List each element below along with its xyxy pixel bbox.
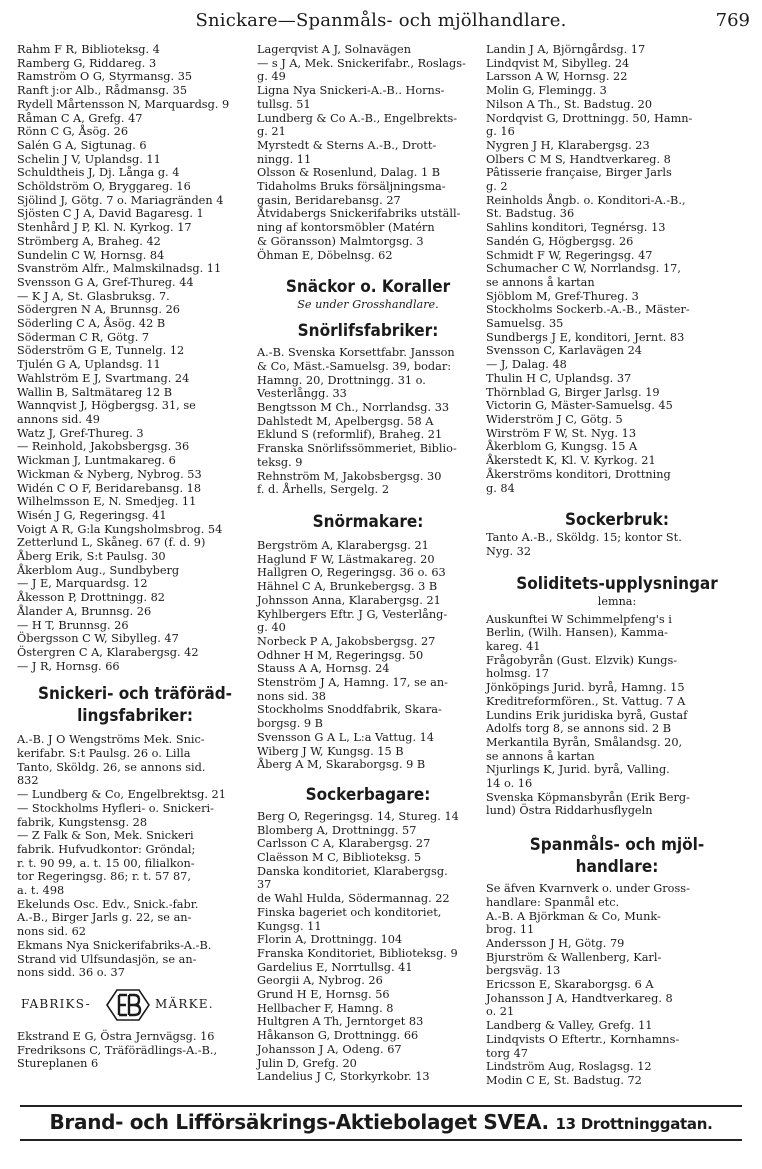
page-number: 769 — [715, 10, 750, 31]
directory-entry-line: kareg. 41 — [486, 640, 541, 654]
directory-entry-line: Schöldström O, Bryggareg. 16 — [17, 180, 191, 194]
directory-entry-line: — Stockholms Hyfleri- o. Snickeri- — [17, 801, 214, 815]
directory-entry-line: Julin D, Grefg. 20 — [257, 1056, 357, 1070]
page-header — [0, 8, 762, 38]
running-title: Snickare—Spanmåls- och mjölhandlare. — [195, 10, 567, 31]
directory-entry-line: Sandén G, Högbergsg. 26 — [486, 234, 634, 248]
directory-entry-line: Åkerstedt K, Kl. V. Kyrkog. 21 — [486, 454, 656, 468]
directory-entry-line: Åkerblom G, Kungsg. 15 A — [486, 440, 638, 454]
directory-entry-line: Lindqvists O Eftertr., Kornhamns- — [486, 1032, 680, 1046]
directory-entry-line: r. t. 90 99, a. t. 15 00, filialkon- — [17, 856, 195, 870]
directory-entry-line: Claësson M C, Biblioteksg. 5 — [257, 851, 422, 865]
directory-entry-line: Johnsson Anna, Klarabergsg. 21 — [257, 593, 441, 607]
directory-entry-line: Råman C A, Grefg. 47 — [17, 111, 143, 125]
directory-entry-line: Rehnström M, Jakobsbergsg. 30 — [257, 469, 442, 483]
directory-entry-line: Kreditreformfören., St. Vattug. 7 A — [486, 694, 686, 708]
directory-entry-line: Thörnblad G, Birger Jarlsg. 19 — [486, 385, 660, 399]
directory-entry-line: de Wahl Hulda, Södermannag. 22 — [257, 892, 450, 906]
listing-spanmalshandlare — [486, 882, 748, 1088]
heading-snormakare: Snörmakare: — [312, 511, 424, 532]
directory-entry-line: A.-B. A Björkman & Co, Munk- — [486, 909, 661, 923]
directory-entry-line: & Göransson) Malmtorgsg. 3 — [257, 234, 424, 248]
banner-address: 13 Drottninggatan. — [555, 1115, 713, 1133]
directory-entry-line: Georgii A, Nybrog. 26 — [257, 974, 383, 988]
directory-entry-line: f. d. Århells, Sergelg. 2 — [257, 483, 390, 497]
heading-snorlifsfabriker: Snörlifsfabriker: — [297, 321, 439, 342]
directory-entry-line: Grund H E, Hornsg. 56 — [257, 988, 390, 1002]
directory-entry-line: Johansson J A, Odeng. 67 — [257, 1042, 402, 1056]
directory-entry-line: — Lundberg & Co, Engelbrektsg. 21 — [17, 788, 226, 802]
directory-entry-line: Söderström G E, Tunnelg. 12 — [17, 344, 185, 358]
directory-entry-line: Lindqvist M, Sibylleg. 24 — [486, 56, 630, 70]
directory-entry-line: Landberg & Valley, Grefg. 11 — [486, 1019, 653, 1033]
listing-sockerbruk — [486, 531, 748, 558]
directory-entry-line: Jönköpings Jurid. byrå, Hamng. 15 — [486, 681, 685, 695]
directory-entry-line: Svenska Köpmansbyrån (Erik Berg- — [486, 790, 690, 804]
directory-entry-line: Lundins Erik juridiska byrå, Gustaf — [486, 708, 688, 722]
directory-entry-line: Finska bageriet och konditoriet, — [257, 905, 442, 919]
directory-entry-line: Reinholds Ångb. o. Konditori-A.-B., — [486, 193, 686, 207]
directory-entry-line: Zetterlund L, Skåneg. 67 (f. d. 9) — [17, 536, 206, 550]
directory-entry-line: Wickman & Nyberg, Nybrog. 53 — [17, 467, 202, 481]
directory-entry-line: Carlsson C A, Klarabergsg. 27 — [257, 837, 431, 851]
directory-entry-line: lund) Östra Riddarhusflygeln — [486, 804, 653, 818]
banner-company: Brand- och Lifförsäkrings-Aktiebolaget SVEA. — [49, 1110, 549, 1134]
directory-entry-line: Söderling C A, Åsög. 42 B — [17, 317, 166, 331]
directory-entry-line: Wilhelmsson E, N. Smedjeg. 11 — [17, 495, 197, 509]
directory-entry-line: Olsson & Rosenlund, Dalag. 1 B — [257, 166, 441, 180]
column-2 — [257, 43, 479, 1084]
directory-entry-line: Schmidt F W, Regeringsg. 47 — [486, 248, 653, 262]
directory-entry-line: Ramström O G, Styrmansg. 35 — [17, 70, 193, 84]
directory-entry-line: Norbeck P A, Jakobsbergsg. 27 — [257, 634, 436, 648]
directory-entry-line: & Co, Mäst.-Samuelsg. 39, bodar: — [257, 359, 452, 373]
directory-entry-line: Hähnel C A, Brunkebergsg. 3 B — [257, 580, 438, 594]
directory-entry-line: Sahlins konditori, Tegnérsg. 13 — [486, 221, 666, 235]
listing-snickerifabriker-col2 — [257, 43, 479, 262]
directory-entry-line: Ekelunds Osc. Edv., Snick.-fabr. — [17, 897, 199, 911]
directory-entry-line: Rahm F R, Biblioteksg. 4 — [17, 43, 160, 56]
directory-entry-line: Nilson A Th., St. Badstug. 20 — [486, 97, 653, 111]
directory-entry-line: A.-B. J O Wengströms Mek. Snic- — [17, 733, 205, 747]
directory-entry-line: g. 2 — [486, 180, 508, 194]
eb-monogram-icon — [105, 988, 151, 1022]
directory-entry-line: Strand vid Ulfsundasjön, se an- — [17, 952, 197, 966]
directory-entry-line: Dahlstedt M, Apelbergsg. 58 A — [257, 414, 434, 428]
directory-entry-line: Salén G A, Sigtunag. 6 — [17, 138, 147, 152]
directory-entry-line: Sjösten C J A, David Bagaresg. 1 — [17, 207, 204, 221]
directory-entry-line: g. 21 — [257, 125, 286, 139]
directory-entry-line: Kyhlbergers Eftr. J G, Vesterlång- — [257, 607, 448, 621]
directory-entry-line: — K J A, St. Glasbruksg. 7. — [17, 289, 170, 303]
directory-entry-line: Södergren N A, Brunnsg. 26 — [17, 303, 180, 317]
directory-entry-line: Svensson G A L, L:a Vattug. 14 — [257, 730, 435, 744]
directory-entry-line: Wannqvist J, Högbergsg. 31, se — [17, 399, 196, 413]
directory-entry-line: kerifabr. S:t Paulsg. 26 o. Lilla — [17, 747, 191, 761]
directory-entry-line: Schuldtheis J, Dj. Långa g. 4 — [17, 166, 180, 180]
banner-top-rule — [20, 1105, 742, 1107]
directory-entry-line: Wickman J, Luntmakareg. 6 — [17, 454, 176, 468]
heading-soliditets: Soliditets-upplysningar — [516, 573, 718, 594]
directory-entry-line: Franska Konditoriet, Biblioteksg. 9 — [257, 946, 458, 960]
directory-entry-line: Pâtisserie française, Birger Jarls — [486, 166, 672, 180]
directory-entry-line: Stockholms Sockerb.-A.-B., Mäster- — [486, 303, 690, 317]
directory-entry-line: g. 84 — [486, 481, 515, 495]
directory-entry-line: Stenhård J P, Kl. N. Kyrkog. 17 — [17, 221, 192, 235]
directory-entry-line: tor Regeringsg. 86; r. t. 57 87, — [17, 870, 191, 884]
directory-entry-line: Nordqvist G, Drottningg. 50, Hamn- — [486, 111, 693, 125]
directory-entry-line: Lindström Aug, Roslagsg. 12 — [486, 1060, 652, 1074]
directory-entry-line: Vesterlångg. 33 — [257, 387, 347, 401]
directory-entry-line: Samuelsg. 35 — [486, 317, 564, 331]
directory-entry-line: Myrstedt & Sterns A.-B., Drott- — [257, 138, 437, 152]
directory-entry-line: gasin, Beridarebansg. 27 — [257, 193, 401, 207]
directory-entry-line: Öbergsson C W, Sibylleg. 47 — [17, 632, 179, 646]
listing-snorlifsfabriker — [257, 346, 479, 497]
directory-entry-line: 832 — [17, 774, 39, 788]
heading-snickerifabriker-line2: lingsfabriker: — [77, 706, 193, 727]
directory-entry-line: Fredriksons C, Träförädlings-A.-B., — [17, 1043, 218, 1057]
directory-entry-line: Åkerströms konditori, Drottning — [486, 467, 671, 481]
directory-entry-line: Thulin H C, Uplandsg. 37 — [486, 371, 632, 385]
directory-entry-line: Hallgren O, Regeringsg. 36 o. 63 — [257, 566, 446, 580]
directory-entry-line: Håkanson G, Drottningg. 66 — [257, 1029, 419, 1043]
directory-entry-line: A.-B., Birger Jarls g. 22, se an- — [17, 911, 192, 925]
directory-entry-line: Rydell Mårtensson N, Marquardsg. 9 — [17, 97, 230, 111]
directory-entry-line: — J R, Hornsg. 66 — [17, 659, 120, 673]
directory-entry-line: Sundelin C W, Hornsg. 84 — [17, 248, 165, 262]
directory-entry-line: Tanto, Sköldg. 26, se annons sid. — [17, 760, 206, 774]
directory-entry-line: a. t. 498 — [17, 884, 65, 898]
directory-entry-line: Andersson J H, Götg. 79 — [486, 936, 625, 950]
listing-snickare-continued — [17, 43, 253, 673]
soliditets-subheading: lemna: — [597, 594, 637, 608]
heading-snackor: Snäckor o. Koraller — [285, 277, 451, 298]
directory-entry-line: Bengtsson M Ch., Norrlandsg. 33 — [257, 401, 450, 415]
directory-entry-line: Ekstrand E G, Östra Jernvägsg. 16 — [17, 1030, 215, 1043]
directory-entry-line: Widén C O F, Beridarebansg. 18 — [17, 481, 202, 495]
directory-entry-line: fabrik, Kungstensg. 28 — [17, 815, 148, 829]
directory-entry-line: — s J A, Mek. Snickerifabr., Roslags- — [257, 56, 466, 70]
directory-entry-line: Watz J, Gref-Thureg. 3 — [17, 426, 144, 440]
listing-snickerifabriker-cont — [17, 1030, 253, 1071]
directory-entry-line: Tidaholms Bruks försäljningsma- — [257, 180, 446, 194]
directory-entry-line: Wiberg J W, Kungsg. 15 B — [257, 744, 404, 758]
logo-left-text: FABRIKS- — [21, 997, 91, 1011]
directory-entry-line: Öhman E, Döbelnsg. 62 — [257, 248, 393, 262]
directory-entry-line: Haglund F W, Lästmakareg. 20 — [257, 552, 435, 566]
fabriksmarke-logo — [17, 988, 253, 1024]
directory-entry-line: Ramberg G, Riddareg. 3 — [17, 56, 157, 70]
directory-entry-line: Nyg. 32 — [486, 544, 532, 558]
directory-entry-line: Kungsg. 11 — [257, 919, 322, 933]
column-3 — [486, 43, 748, 1088]
directory-entry-line: — H T, Brunnsg. 26 — [17, 618, 129, 632]
heading-sockerbruk: Sockerbruk: — [565, 510, 669, 531]
directory-entry-line: ning af kontorsmöbler (Matérn — [257, 221, 435, 235]
directory-entry-line: Auskunftei W Schimmelpfeng's i — [486, 612, 672, 626]
directory-entry-line: bergsväg. 13 — [486, 964, 561, 978]
directory-entry-line: Åberg A M, Skaraborgsg. 9 B — [257, 758, 426, 772]
directory-entry-line: Adolfs torg 8, se annons sid. 2 B — [486, 722, 672, 736]
directory-entry-line: Sundbergs J E, konditori, Jernt. 83 — [486, 330, 685, 344]
listing-sockerbagare — [257, 810, 479, 1084]
logo-right-text: MÄRKE. — [155, 997, 214, 1011]
heading-spanmals-line2: handlare: — [575, 857, 659, 878]
listing-soliditets — [486, 613, 748, 819]
snackor-see-also: Se under Grosshandlare. — [297, 298, 439, 312]
directory-entry-line: Voigt A R, G:la Kungsholmsbrog. 54 — [17, 522, 223, 536]
directory-entry-line: nons sidd. 36 o. 37 — [17, 966, 125, 980]
column-1 — [17, 43, 253, 1071]
directory-entry-line: 14 o. 16 — [486, 777, 533, 791]
directory-entry-line: St. Badstug. 36 — [486, 207, 575, 221]
directory-entry-line: Hellbacher F, Hamng. 8 — [257, 1001, 394, 1015]
directory-entry-line: borgsg. 9 B — [257, 717, 323, 731]
directory-entry-line: Stureplanen 6 — [17, 1057, 99, 1071]
advertisement-banner — [0, 1105, 762, 1143]
directory-entry-line: Frågobyrån (Gust. Elzvik) Kungs- — [486, 653, 678, 667]
directory-entry-line: Östergren C A, Klarabergsg. 42 — [17, 645, 199, 659]
directory-entry-line: tullsg. 51 — [257, 97, 311, 111]
directory-entry-line: Se äfven Kvarnverk o. under Gross- — [486, 882, 690, 896]
listing-sockerbagare-cont — [486, 43, 748, 495]
directory-entry-line: handlare: Spanmål etc. — [486, 895, 620, 909]
directory-entry-line: o. 21 — [486, 1005, 515, 1019]
directory-entry-line: nons sid. 62 — [17, 925, 86, 939]
directory-entry-line: g. 16 — [486, 125, 515, 139]
directory-entry-line: torg 47 — [486, 1046, 528, 1060]
directory-entry-line: Svensson G A, Gref-Thureg. 44 — [17, 275, 194, 289]
directory-entry-line: nons sid. 38 — [257, 689, 326, 703]
directory-entry-line: Olbers C M S, Handtverkareg. 8 — [486, 152, 671, 166]
directory-entry-line: Sjöblom M, Gref-Thureg. 3 — [486, 289, 639, 303]
directory-entry-line: Gardelius E, Norrtullsg. 41 — [257, 960, 413, 974]
directory-entry-line: annons sid. 49 — [17, 412, 100, 426]
directory-entry-line: Tanto A.-B., Sköldg. 15; kontor St. — [486, 531, 682, 545]
directory-entry-line: Hultgren A Th, Jerntorget 83 — [257, 1015, 424, 1029]
directory-entry-line: Lundberg & Co A.-B., Engelbrekts- — [257, 111, 458, 125]
directory-entry-line: g. 40 — [257, 621, 286, 635]
listing-snickerifabriker — [17, 733, 253, 980]
directory-entry-line: — Z Falk & Son, Mek. Snickeri — [17, 829, 194, 843]
directory-entry-line: Widerström J C, Götg. 5 — [486, 412, 623, 426]
directory-entry-line: Wahlström E J, Svartmang. 24 — [17, 371, 190, 385]
directory-entry-line: Wisén J G, Regeringsg. 41 — [17, 508, 167, 522]
directory-entry-line: Ekmans Nya Snickerifabriks-A.-B. — [17, 938, 212, 952]
directory-entry-line: Molin G, Flemingg. 3 — [486, 84, 607, 98]
directory-entry-line: Landelius J C, Storkyrkobr. 13 — [257, 1070, 430, 1084]
directory-entry-line: Lagerqvist A J, Solnavägen — [257, 43, 411, 56]
directory-entry-line: Franska Snörlifssömmeriet, Biblio- — [257, 442, 457, 456]
directory-entry-line: Wallin B, Saltmätareg 12 B — [17, 385, 173, 399]
directory-entry-line: Söderman C R, Götg. 7 — [17, 330, 150, 344]
directory-entry-line: teksg. 9 — [257, 455, 303, 469]
directory-entry-line: Åkesson P, Drottningg. 82 — [17, 591, 165, 605]
directory-entry-line: 37 — [257, 878, 272, 892]
heading-sockerbagare: Sockerbagare: — [305, 784, 431, 805]
directory-entry-line: — J E, Marquardsg. 12 — [17, 577, 148, 591]
directory-entry-line: Stockholms Snoddfabrik, Skara- — [257, 703, 442, 717]
directory-entry-line: Odhner H M, Regeringsg. 50 — [257, 648, 424, 662]
directory-entry-line: g. 49 — [257, 70, 286, 84]
directory-entry-line: holmsg. 17 — [486, 667, 549, 681]
directory-entry-line: Stenström J A, Hamng. 17, se an- — [257, 676, 448, 690]
directory-entry-line: Danska konditoriet, Klarabergsg. — [257, 864, 448, 878]
directory-entry-line: Johansson J A, Handtverkareg. 8 — [486, 991, 673, 1005]
banner-bottom-rule — [20, 1139, 742, 1141]
directory-entry-line: se annons å kartan — [486, 275, 595, 289]
listing-snormakare — [257, 539, 479, 772]
directory-entry-line: Sjölind J, Götg. 7 o. Mariagränden 4 — [17, 193, 224, 207]
directory-entry-line: Wirström F W, St. Nyg. 13 — [486, 426, 637, 440]
directory-entry-line: Åberg Erik, S:t Paulsg. 30 — [17, 550, 166, 564]
directory-entry-line: Svanström Alfr., Malmskilnadsg. 11 — [17, 262, 222, 276]
directory-entry-line: Stauss A A, Hornsg. 24 — [257, 662, 390, 676]
directory-entry-line: Åkerblom Aug., Sundbyberg — [17, 563, 180, 577]
directory-entry-line: Njurlings K, Jurid. byrå, Valling. — [486, 763, 670, 777]
banner-text — [0, 1110, 762, 1134]
directory-entry-line: fabrik. Hufvudkontor: Gröndal; — [17, 842, 196, 856]
directory-entry-line: Bergström A, Klarabergsg. 21 — [257, 538, 429, 552]
directory-entry-line: Ericsson E, Skaraborgsg. 6 A — [486, 978, 654, 992]
directory-entry-line: Victorin G, Mäster-Samuelsg. 45 — [486, 399, 673, 413]
directory-entry-line: Schumacher C W, Norrlandsg. 17, — [486, 262, 681, 276]
directory-entry-line: Florin A, Drottningg. 104 — [257, 933, 403, 947]
directory-entry-line: Tjulén G A, Uplandsg. 11 — [17, 358, 161, 372]
directory-entry-line: Blomberg A, Drottningg. 57 — [257, 823, 417, 837]
directory-entry-line: Ranft j:or Alb., Rådmansg. 35 — [17, 84, 188, 98]
directory-entry-line: Strömberg A, Braheg. 42 — [17, 234, 161, 248]
directory-entry-line: Hamng. 20, Drottningg. 31 o. — [257, 373, 426, 387]
directory-entry-line: brog. 11 — [486, 923, 535, 937]
directory-entry-line: Åtvidabergs Snickerifabriks utställ- — [257, 207, 461, 221]
directory-entry-line: ningg. 11 — [257, 152, 312, 166]
directory-entry-line: Landin J A, Björngårdsg. 17 — [486, 43, 646, 56]
directory-entry-line: Nygren J H, Klarabergsg. 23 — [486, 138, 650, 152]
heading-snickerifabriker-line1: Snickeri- och träföräd- — [37, 684, 233, 705]
directory-entry-line: — J, Dalag. 48 — [486, 358, 567, 372]
directory-entry-line: Ligna Nya Snickeri-A.-B.. Horns- — [257, 84, 445, 98]
directory-entry-line: se annons å kartan — [486, 749, 595, 763]
directory-entry-line: Bjurström & Wallenberg, Karl- — [486, 950, 662, 964]
directory-entry-line: — Reinhold, Jakobsbergsg. 36 — [17, 440, 190, 454]
directory-entry-line: Modin C E, St. Badstug. 72 — [486, 1074, 642, 1087]
directory-entry-line: Merkantila Byrån, Smålandsg. 20, — [486, 735, 683, 749]
directory-entry-line: A.-B. Svenska Korsettfabr. Jansson — [257, 346, 455, 360]
directory-entry-line: Ålander A, Brunnsg. 26 — [17, 604, 152, 618]
directory-entry-line: Berg O, Regeringsg. 14, Stureg. 14 — [257, 809, 459, 823]
heading-spanmals-line1: Spanmåls- och mjöl- — [529, 835, 705, 856]
directory-entry-line: Svensson C, Karlavägen 24 — [486, 344, 642, 358]
directory-entry-line: Berlin, (Wilh. Hansen), Kamma- — [486, 626, 668, 640]
directory-entry-line: Rönn C G, Åsög. 26 — [17, 125, 129, 139]
directory-entry-line: Schelin J V, Uplandsg. 11 — [17, 152, 161, 166]
directory-entry-line: Eklund S (reformlif), Braheg. 21 — [257, 428, 443, 442]
directory-entry-line: Larsson A W, Hornsg. 22 — [486, 70, 628, 84]
